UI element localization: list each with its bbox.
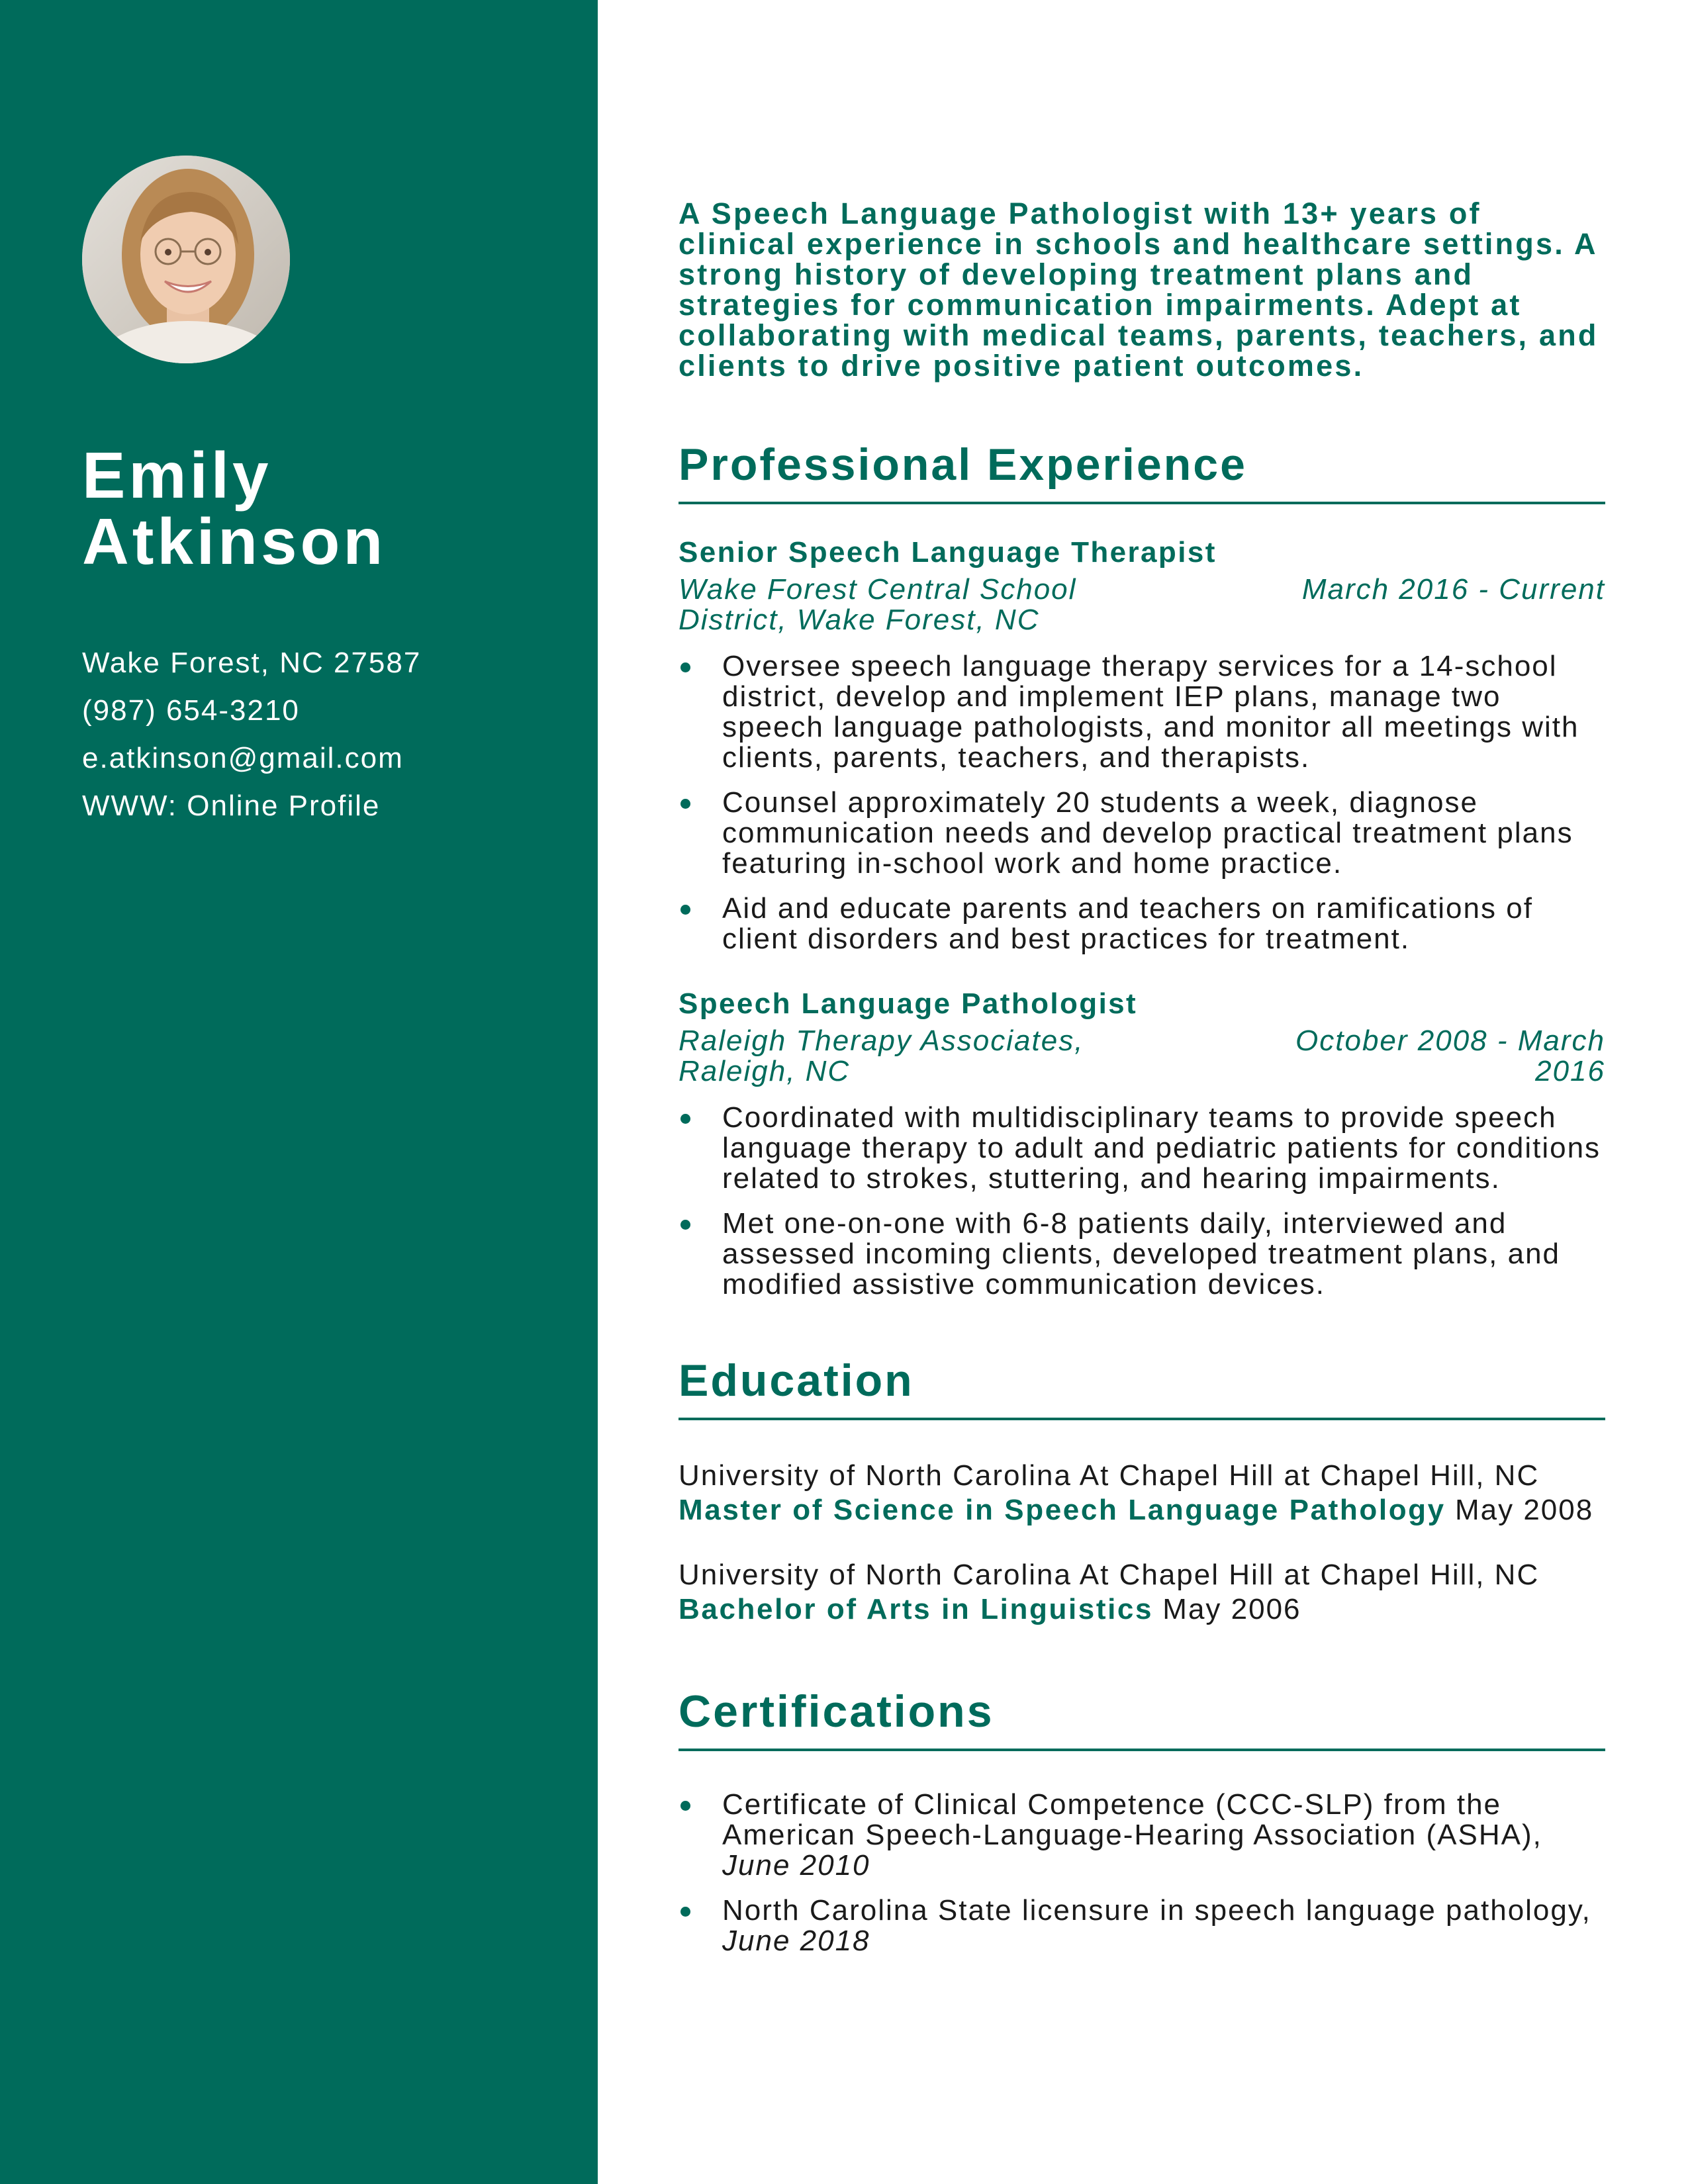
section-title-experience: Professional Experience xyxy=(679,438,1605,504)
degree-date: May 2008 xyxy=(1454,1494,1594,1526)
sidebar xyxy=(0,0,598,2184)
education-section xyxy=(679,1354,1605,1627)
list-item xyxy=(679,1895,1605,1956)
job-meta xyxy=(679,1026,1605,1087)
profile-photo xyxy=(82,156,290,363)
email[interactable]: e.atkinson@gmail.com xyxy=(82,742,404,774)
certification-list xyxy=(679,1790,1605,1956)
job-meta xyxy=(679,574,1605,635)
list-item: Oversee speech language therapy services for a 14-school district, develop and implement IEP plans, manage two speech language pathologists, and monitor all meetings with clients, parents, teachers, and therapists. xyxy=(679,651,1605,773)
first-name: Emily xyxy=(82,439,272,512)
job-title: Senior Speech Language Therapist xyxy=(679,536,1217,569)
job-bullets xyxy=(679,1103,1605,1300)
last-name: Atkinson xyxy=(82,505,387,578)
list-item: Aid and educate parents and teachers on ramifications of client disorders and best practices for treatment. xyxy=(679,893,1605,954)
list-item: Coordinated with multidisciplinary teams to provide speech language therapy to adult and pediatric patients for conditions related to strokes, stuttering, and hearing impairments. xyxy=(679,1103,1605,1194)
education-entry xyxy=(679,1558,1605,1627)
list-item: Met one-on-one with 6-8 patients daily, interviewed and assessed incoming clients, developed treatment plans, and modified assistive communication devices. xyxy=(679,1208,1605,1300)
degree-title: Master of Science in Speech Language Pathology xyxy=(679,1494,1446,1526)
certification-date: June 2018 xyxy=(722,1925,870,1957)
job-bullets xyxy=(679,651,1605,954)
degree-date: May 2006 xyxy=(1162,1593,1301,1625)
school-name: University of North Carolina At Chapel Hill at Chapel Hill, NC xyxy=(679,1459,1540,1492)
degree-line xyxy=(679,1592,1605,1627)
phone[interactable]: (987) 654-3210 xyxy=(82,694,300,727)
certification-text: North Carolina State licensure in speech language pathology, xyxy=(722,1894,1591,1927)
job-dates: October 2008 - March 2016 xyxy=(1295,1024,1605,1087)
address: Wake Forest, NC 27587 xyxy=(82,647,422,679)
section-title-certifications: Certifications xyxy=(679,1685,1605,1751)
list-item xyxy=(679,1790,1605,1881)
list-item: Counsel approximately 20 students a week, diagnose communication needs and develop practical treatment plans featuring in-school work and home practice. xyxy=(679,788,1605,879)
experience-section xyxy=(679,438,1605,1300)
school-name: University of North Carolina At Chapel Hill at Chapel Hill, NC xyxy=(679,1559,1540,1591)
job-entry xyxy=(679,987,1605,1300)
education-entry xyxy=(679,1459,1605,1527)
degree-line xyxy=(679,1493,1605,1527)
main-content xyxy=(679,199,1605,1971)
summary: A Speech Language Pathologist with 13+ years of clinical experience in schools and healthcare settings. A strong history of developing treatment plans and strategies for communication impairments. Adept at collaborating with medical teams, parents, teachers, and clients to drive positive patient outcomes. xyxy=(679,197,1599,383)
job-entry xyxy=(679,536,1605,954)
degree-title: Bachelor of Arts in Linguistics xyxy=(679,1593,1154,1625)
website-link[interactable]: WWW: Online Profile xyxy=(82,790,381,822)
section-title-education: Education xyxy=(679,1354,1605,1420)
job-title: Speech Language Pathologist xyxy=(679,987,1138,1020)
job-company: Raleigh Therapy Associates, Raleigh, NC xyxy=(679,1024,1084,1087)
certification-date: June 2010 xyxy=(722,1849,870,1882)
job-company: Wake Forest Central School District, Wake Forest, NC xyxy=(679,573,1077,636)
certification-text: Certificate of Clinical Competence (CCC-SLP) from the American Speech-Language-Hearing Association (ASHA), xyxy=(722,1788,1542,1851)
candidate-name xyxy=(82,439,572,578)
job-dates: March 2016 - Current xyxy=(1301,573,1605,606)
certifications-section xyxy=(679,1685,1605,1956)
contact-info xyxy=(82,639,572,830)
